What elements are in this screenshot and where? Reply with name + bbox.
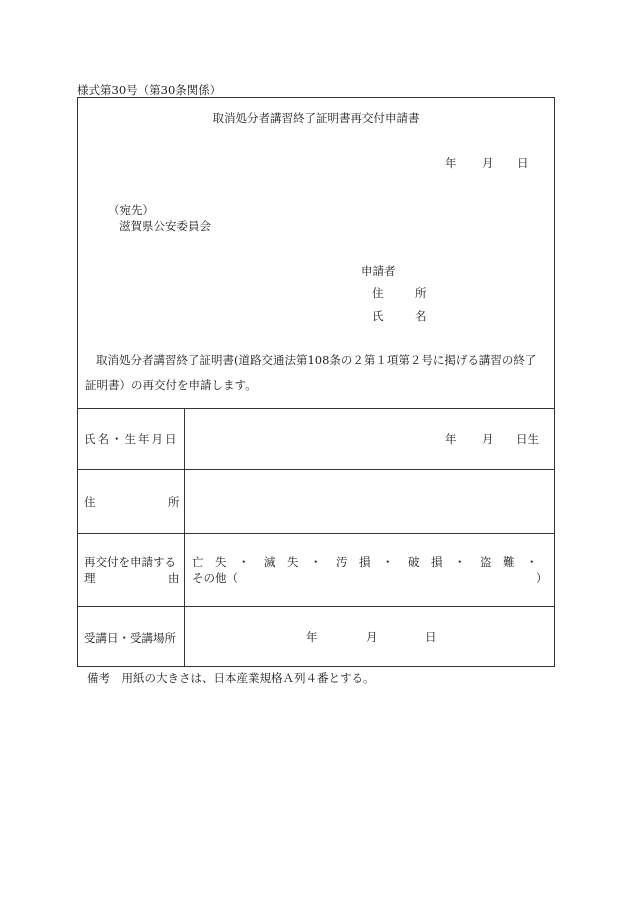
row-divider [78, 533, 554, 534]
dob-day-label: 日生 [516, 432, 539, 446]
reason-separator: ・ [238, 555, 250, 569]
address-label-left: 住 [84, 495, 96, 509]
course-field[interactable] [185, 607, 554, 666]
dob-year-label: 年 [445, 432, 457, 446]
applicant-address-label: 住 所 [372, 286, 437, 300]
course-month-label: 月 [366, 630, 378, 644]
dob-month-label: 月 [482, 432, 494, 446]
footnote: 備考 用紙の大きさは、日本産業規格Ａ列４番とする。 [87, 671, 375, 685]
page-title: 取消処分者講習終了証明書再交付申請書 [212, 111, 420, 125]
date-year-label: 年 [445, 156, 457, 170]
reason-option-damaged[interactable]: 破 損 [408, 555, 443, 569]
application-form [77, 97, 555, 667]
reason-separator: ・ [526, 555, 538, 569]
addressee-name: 滋賀県公安委員会 [119, 219, 211, 233]
name-dob-label: 氏名・生年月日 [84, 432, 179, 446]
name-dob-field[interactable] [185, 409, 554, 469]
reason-label-line2-left: 理 [84, 571, 96, 585]
applicant-label: 申請者 [361, 264, 396, 278]
reason-option-stolen[interactable]: 盗 難 [480, 555, 515, 569]
request-text-line2: 証明書）の再交付を申請します。 [85, 378, 257, 392]
reason-label-line1: 再交付を申請する [84, 555, 176, 569]
reason-other-close: ） [536, 571, 548, 585]
reason-label-line2-right: 由 [168, 571, 180, 585]
address-label-right: 所 [168, 495, 180, 509]
reason-option-other[interactable]: その他（ [192, 571, 238, 585]
address-field[interactable] [185, 470, 554, 533]
applicant-name-label: 氏 名 [372, 309, 437, 323]
reason-separator: ・ [382, 555, 394, 569]
date-month-label: 月 [482, 156, 494, 170]
course-day-label: 日 [425, 630, 437, 644]
course-year-label: 年 [306, 630, 318, 644]
reason-option-loss[interactable]: 亡 失 [192, 555, 227, 569]
date-day-label: 日 [517, 156, 529, 170]
request-text-line1: 取消処分者講習終了証明書(道路交通法第108条の２第１項第２号に掲げる講習の終了 [96, 353, 537, 367]
reason-separator: ・ [310, 555, 322, 569]
reason-separator: ・ [454, 555, 466, 569]
reason-option-soiled[interactable]: 汚 損 [336, 555, 371, 569]
form-number: 様式第30号（第30条関係） [77, 83, 222, 97]
reason-option-destroyed[interactable]: 滅 失 [264, 555, 299, 569]
course-label: 受講日・受講場所 [84, 631, 176, 645]
addressee-label: （宛先） [108, 203, 154, 217]
